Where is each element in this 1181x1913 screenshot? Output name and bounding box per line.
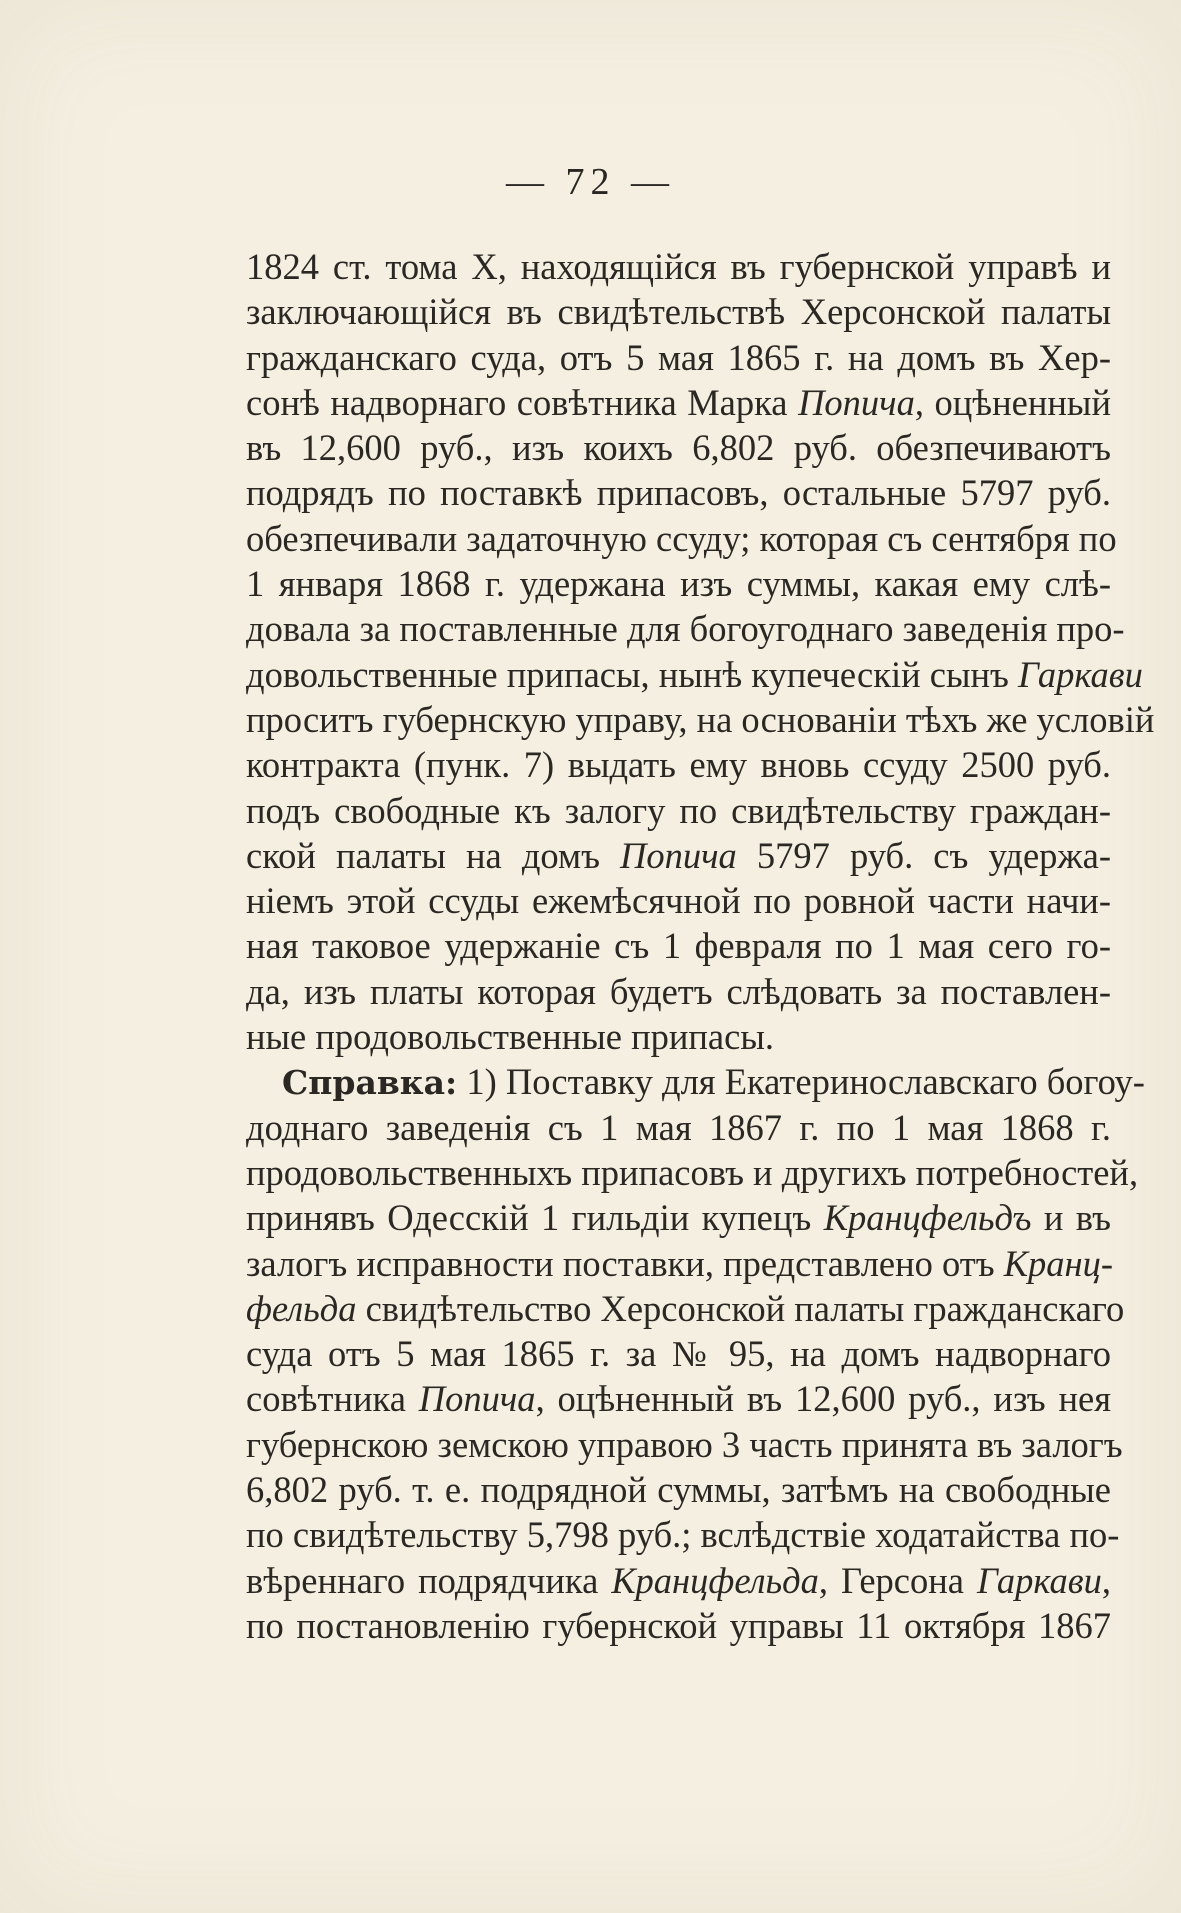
proper-name: Гаркави [1018, 653, 1143, 695]
text-run: по свидѣтельству 5,798 руб.; вслѣдствіе ходатайства по- [246, 1514, 1120, 1556]
text-run: суда отъ 5 мая 1865 г. за № 95, на домъ надворнаго [246, 1333, 1111, 1375]
proper-name: Попича [798, 381, 915, 423]
text-line [246, 1105, 1111, 1150]
text-line [246, 1286, 1125, 1331]
text-line [246, 380, 1111, 425]
text-run: продовольственныхъ припасовъ и другихъ потребностей, [246, 1151, 1139, 1193]
section-label: Справка: [282, 1063, 458, 1103]
text-run: совѣтника [246, 1378, 419, 1420]
text-run: ная таковое удержаніе съ 1 февраля по 1 мая сего го- [246, 925, 1111, 967]
proper-name: Кранцфельдъ [823, 1197, 1032, 1239]
text-run: свидѣтельство Херсонской палаты гражданскаго [356, 1287, 1125, 1329]
text-run: ные продовольственные припасы. [246, 1016, 774, 1058]
text-run: проситъ губернскую управу, на основаніи тѣхъ же условій [246, 698, 1155, 740]
page-number: — 72 — [506, 161, 675, 203]
text-run: обезпечивали задаточную ссуду; которая съ сентября по [246, 517, 1117, 559]
text-line [246, 1331, 1111, 1376]
text-line [246, 878, 1111, 923]
text-run: ской палаты на домъ [246, 834, 621, 876]
text-run: подъ свободные къ залогу по свидѣтельству граждан- [246, 789, 1111, 831]
text-run: доднаго заведенія съ 1 мая 1867 г. по 1 мая 1868 г. [246, 1106, 1111, 1148]
text-run: , оцѣненный въ 12,600 руб., изъ нея [535, 1378, 1111, 1420]
text-line [246, 697, 1155, 742]
text-run: и въ [1031, 1197, 1112, 1239]
text-run: заключающійся въ свидѣтельствѣ Херсонской палаты [246, 291, 1111, 333]
text-line [246, 1376, 1111, 1421]
text-line [246, 652, 1143, 697]
text-line [246, 516, 1117, 561]
text-run: вѣреннаго подрядчика [246, 1559, 612, 1601]
text-run: да, изъ платы которая будетъ слѣдовать за поставлен- [246, 970, 1111, 1012]
text-line [246, 244, 1111, 289]
text-line [246, 1603, 1111, 1648]
text-run: ніемъ этой ссуды ежемѣсячной по ровной части начи- [246, 880, 1111, 922]
text-run: 1 января 1868 г. удержана изъ суммы, какая ему слѣ- [246, 563, 1111, 605]
text-run: 5797 руб. съ удержа- [736, 834, 1111, 876]
text-line [246, 742, 1111, 787]
proper-name: Кранцфельда [611, 1559, 819, 1601]
proper-name: Попича [620, 834, 737, 876]
text-line [246, 1059, 1145, 1104]
text-run: въ 12,600 руб., изъ коихъ 6,802 руб. обезпечиваютъ [246, 427, 1111, 469]
text-run: сонѣ надворнаго совѣтника Марка [246, 381, 799, 423]
text-line [246, 1558, 1111, 1603]
text-run: , Герсона [818, 1559, 977, 1601]
text-line [246, 561, 1111, 606]
text-line [246, 969, 1111, 1014]
text-run: , оцѣненный [914, 381, 1111, 423]
text-run: гражданскаго суда, отъ 5 мая 1865 г. на домъ въ Хер- [246, 336, 1111, 378]
text-line [246, 425, 1111, 470]
proper-name: Попича [418, 1378, 536, 1420]
text-run: 6,802 руб. т. е. подрядной суммы, затѣмъ на свободные [246, 1469, 1111, 1511]
text-line [246, 923, 1111, 968]
text-line [246, 1150, 1139, 1195]
text-line [246, 1195, 1111, 1240]
text-line [246, 1512, 1120, 1557]
text-run: подрядъ по поставкѣ припасовъ, остальные 5797 руб. [246, 472, 1111, 514]
text-line [246, 788, 1111, 833]
proper-name: фельда [246, 1287, 357, 1329]
text-run: 1) Поставку для Екатеринославскаго богоу- [457, 1061, 1145, 1103]
text-line [246, 289, 1111, 334]
text-line [246, 470, 1111, 515]
text-run: по постановленію губернской управы 11 октября 1867 [246, 1604, 1111, 1646]
proper-name: Гаркави [977, 1559, 1102, 1601]
text-line [246, 1241, 1111, 1286]
text-run: , [1101, 1559, 1111, 1601]
proper-name: Кранц- [1003, 1242, 1113, 1284]
body-text [246, 244, 1155, 1648]
text-line [246, 833, 1111, 878]
text-line [246, 606, 1125, 651]
text-run: довольственные припасы, нынѣ купеческій сынъ [246, 653, 1019, 695]
text-line [246, 335, 1111, 380]
text-line [246, 1467, 1111, 1512]
text-run: залогъ исправности поставки, представлено отъ [246, 1242, 1004, 1284]
text-run: принявъ Одесскій 1 гильдіи купецъ [246, 1197, 824, 1239]
text-run: губернскою земскою управою 3 часть принята въ залогъ [246, 1423, 1123, 1465]
text-run: довала за поставленные для богоугоднаго заведенія про- [246, 608, 1125, 650]
text-line [246, 1014, 1111, 1059]
text-line [246, 1422, 1123, 1467]
text-run: контракта (пунк. 7) выдать ему вновь ссуду 2500 руб. [246, 744, 1111, 786]
text-run: 1824 ст. тома X, находящійся въ губернской управѣ и [246, 246, 1111, 287]
